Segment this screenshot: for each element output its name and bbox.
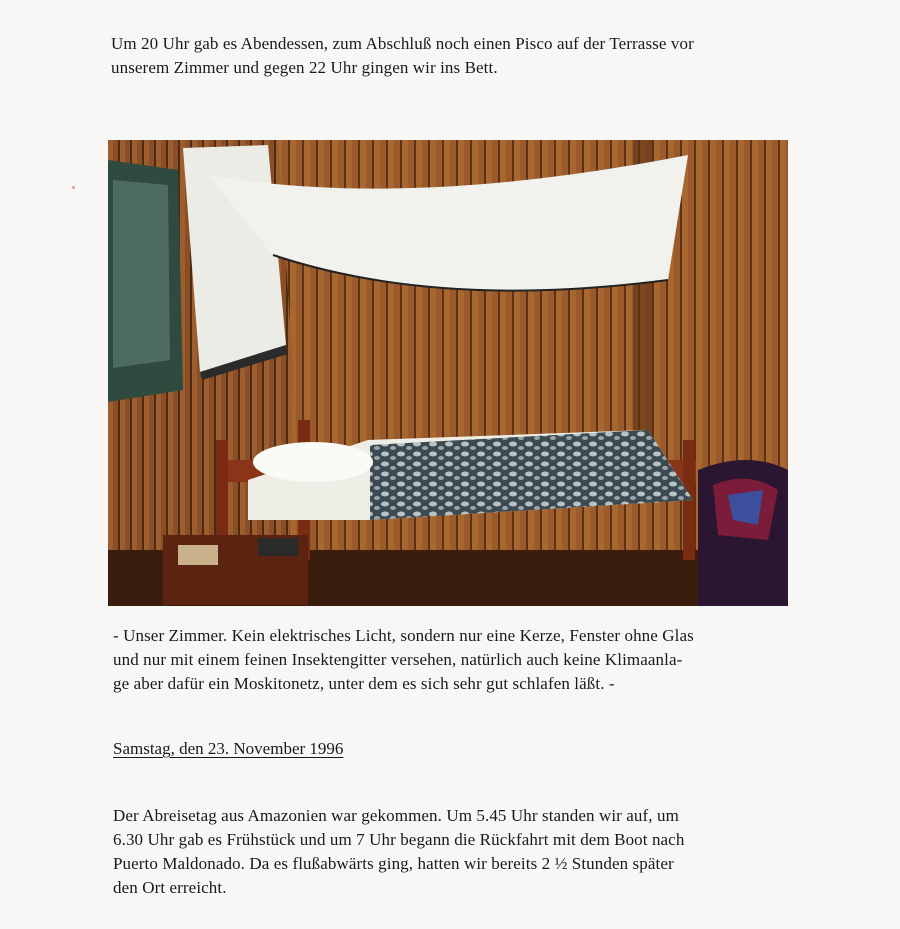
final-line: 6.30 Uhr gab es Frühstück und um 7 Uhr begann die Rückfahrt mit dem Boot nach	[113, 830, 685, 849]
intro-line: unserem Zimmer und gegen 22 Uhr gingen wir ins Bett.	[111, 58, 498, 77]
departure-paragraph	[113, 804, 796, 900]
photo-caption	[113, 624, 796, 696]
intro-line: Um 20 Uhr gab es Abendessen, zum Abschluß noch einen Pisco auf der Terrasse vor	[111, 34, 694, 53]
caption-line: ge aber dafür ein Moskitonetz, unter dem es sich sehr gut schlafen läßt. -	[113, 674, 615, 693]
caption-line: - Unser Zimmer. Kein elektrisches Licht, sondern nur eine Kerze, Fenster ohne Glas	[113, 626, 694, 645]
bedroom-photo	[108, 140, 788, 606]
final-line: Puerto Maldonado. Da es flußabwärts ging, hatten wir bereits 2 ½ Stunden später	[113, 854, 674, 873]
final-line: Der Abreisetag aus Amazonien war gekommen. Um 5.45 Uhr standen wir auf, um	[113, 806, 679, 825]
caption-line: und nur mit einem feinen Insektengitter versehen, natürlich auch keine Klimaanla-	[113, 650, 683, 669]
scan-speck	[72, 186, 75, 189]
final-line: den Ort erreicht.	[113, 878, 227, 897]
intro-paragraph	[111, 32, 801, 80]
date-heading: Samstag, den 23. November 1996	[113, 739, 344, 758]
